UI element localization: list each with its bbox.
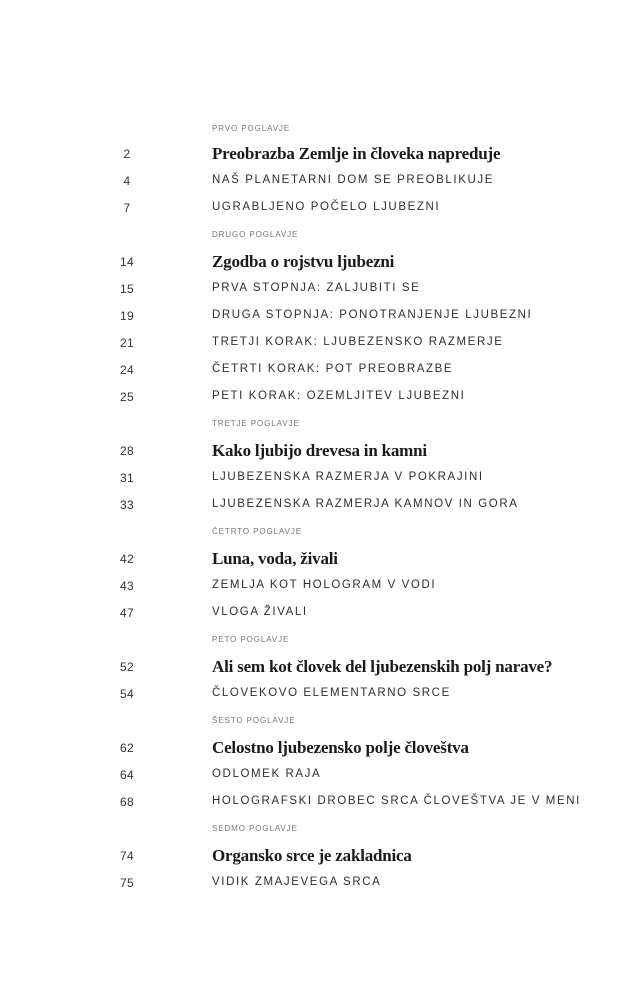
section-entry (0, 602, 625, 624)
chapter-label: ŠESTO POGLAVJE (212, 716, 296, 725)
page-number: 21 (120, 336, 134, 350)
chapter-heading (0, 118, 625, 140)
chapter-heading (0, 413, 625, 435)
chapter-label: PRVO POGLAVJE (212, 124, 291, 133)
page-number: 2 (123, 147, 131, 161)
entry-label: VIDIK ZMAJEVEGA SRCA (212, 876, 382, 888)
section-entry (0, 683, 625, 705)
entry-label: Organsko srce je zakladnica (212, 846, 412, 865)
page-number: 7 (123, 201, 131, 215)
page-number: 52 (120, 660, 134, 674)
section-entry (0, 197, 625, 219)
chapter-title-entry (0, 251, 625, 273)
section-entry (0, 791, 625, 813)
page-number: 15 (120, 282, 134, 296)
chapter-heading (0, 710, 625, 732)
chapter-heading (0, 224, 625, 246)
entry-label: DRUGA STOPNJA: PONOTRANJENJE LJUBEZNI (212, 309, 533, 321)
page-number: 19 (120, 309, 134, 323)
entry-label: Celostno ljubezensko polje človeštva (212, 738, 469, 757)
section-entry (0, 575, 625, 597)
page-number: 31 (120, 471, 134, 485)
page-number: 33 (120, 498, 134, 512)
chapter-heading (0, 818, 625, 840)
page-number: 24 (120, 363, 134, 377)
chapter-title-entry (0, 548, 625, 570)
section-entry (0, 467, 625, 489)
chapter-label: DRUGO POGLAVJE (212, 230, 299, 239)
entry-label: LJUBEZENSKA RAZMERJA V POKRAJINI (212, 471, 484, 483)
page-number: 42 (120, 552, 134, 566)
section-entry (0, 332, 625, 354)
chapter-title-entry (0, 656, 625, 678)
entry-label: HOLOGRAFSKI DROBEC SRCA ČLOVEŠTVA JE V MENI (212, 795, 581, 807)
entry-label: Zgodba o rojstvu ljubezni (212, 252, 395, 271)
page-number: 68 (120, 795, 134, 809)
entry-label: VLOGA ŽIVALI (212, 606, 308, 618)
page-number: 25 (120, 390, 134, 404)
entry-label: ZEMLJA KOT HOLOGRAM V VODI (212, 579, 437, 591)
entry-label: Ali sem kot človek del ljubezenskih polj narave? (212, 657, 553, 676)
chapter-heading (0, 629, 625, 651)
entry-label: TRETJI KORAK: LJUBEZENSKO RAZMERJE (212, 336, 504, 348)
page-number: 75 (120, 876, 134, 890)
chapter-label: SEDMO POGLAVJE (212, 824, 298, 833)
section-entry (0, 305, 625, 327)
page-number: 14 (120, 255, 134, 269)
entry-label: PETI KORAK: OZEMLJITEV LJUBEZNI (212, 390, 466, 402)
chapter-title-entry (0, 440, 625, 462)
page-number: 4 (123, 174, 131, 188)
section-entry (0, 386, 625, 408)
chapter-heading (0, 521, 625, 543)
entry-label: ČETRTI KORAK: POT PREOBRAZBE (212, 363, 454, 375)
entry-label: Kako ljubijo drevesa in kamni (212, 441, 427, 460)
page-number: 54 (120, 687, 134, 701)
chapter-label: PETO POGLAVJE (212, 635, 290, 644)
chapter-title-entry (0, 143, 625, 165)
page-number: 62 (120, 741, 134, 755)
chapter-label: ČETRTO POGLAVJE (212, 527, 302, 536)
page-number: 43 (120, 579, 134, 593)
entry-label: Luna, voda, živali (212, 549, 338, 568)
entry-label: Preobrazba Zemlje in človeka napreduje (212, 144, 501, 163)
page-number: 28 (120, 444, 134, 458)
page-number: 64 (120, 768, 134, 782)
entry-label: PRVA STOPNJA: ZALJUBITI SE (212, 282, 421, 294)
section-entry (0, 170, 625, 192)
chapter-title-entry (0, 845, 625, 867)
entry-label: UGRABLJENO POČELO LJUBEZNI (212, 201, 441, 213)
entry-label: NAŠ PLANETARNI DOM SE PREOBLIKUJE (212, 174, 495, 186)
page-number: 47 (120, 606, 134, 620)
entry-label: ČLOVEKOVO ELEMENTARNO SRCE (212, 687, 451, 699)
page-number: 74 (120, 849, 134, 863)
section-entry (0, 764, 625, 786)
section-entry (0, 278, 625, 300)
chapter-label: TRETJE POGLAVJE (212, 419, 300, 428)
entry-label: ODLOMEK RAJA (212, 768, 322, 780)
chapter-title-entry (0, 737, 625, 759)
entry-label: LJUBEZENSKA RAZMERJA KAMNOV IN GORA (212, 498, 519, 510)
section-entry (0, 359, 625, 381)
section-entry (0, 872, 625, 894)
section-entry (0, 494, 625, 516)
